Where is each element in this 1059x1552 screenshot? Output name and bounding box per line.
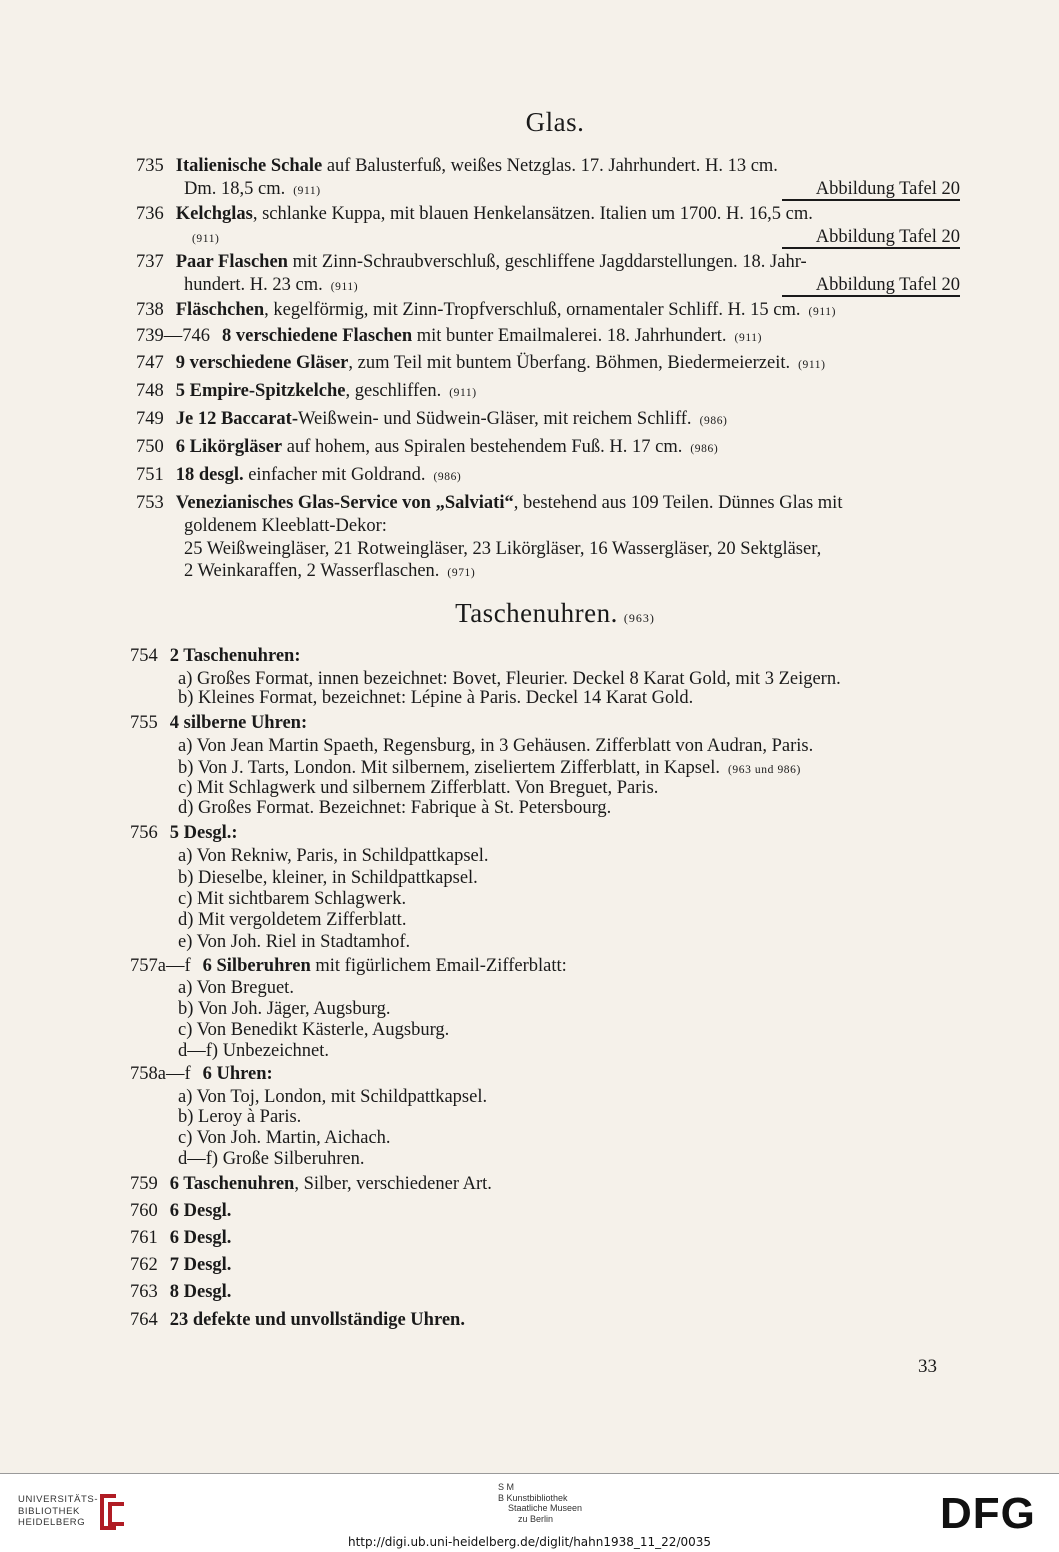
- entry-line: [136, 408, 727, 432]
- lot-description: Weißwein- und Südwein-Gläser, mit reichem Schliff.: [298, 409, 692, 429]
- lot-number: 756: [130, 823, 158, 843]
- entry-line: [184, 560, 475, 584]
- lot-title: 6 Likörgläser: [175, 437, 283, 457]
- lot-title: 8 Desgl.: [169, 1282, 232, 1302]
- entry-line: [178, 977, 294, 999]
- lot-description: d—f) Große Silberuhren.: [178, 1149, 365, 1169]
- lot-number: 748: [136, 381, 164, 401]
- lot-description: b) Kleines Format, bezeichnet: Lépine à Paris. Deckel 14 Karat Gold.: [178, 688, 694, 708]
- entry-line: [130, 1254, 231, 1276]
- lot-number: 737: [136, 252, 164, 272]
- lot-description: , zum Teil mit buntem Überfang. Böhmen, Biedermeierzeit.: [348, 353, 791, 373]
- lot-description: mit Zinn-Schraubverschluß, geschliffene Jagddarstellungen. 18. Jahr-: [287, 252, 807, 272]
- plate-reference: Abbildung Tafel 20: [815, 227, 960, 247]
- entry-line: [184, 226, 219, 250]
- lot-number: 754: [130, 646, 158, 666]
- entry-line: [130, 712, 307, 734]
- lot-description: a) Großes Format, innen bezeichnet: Bovet, Fleurier. Deckel 8 Karat Gold, mit 3 Zeigern.: [178, 669, 841, 689]
- lot-number: 735: [136, 156, 164, 176]
- lot-number: 757a—f: [130, 956, 191, 976]
- lot-title: 9 verschiedene Gläser: [175, 353, 349, 373]
- plate-underline: [782, 199, 960, 201]
- lot-description: Dm. 18,5 cm.: [184, 179, 286, 199]
- lot-description: d) Großes Format. Bezeichnet: Fabrique à St. Petersbourg.: [178, 798, 612, 818]
- lot-description: , kegelförmig, mit Zinn-Tropfverschluß, ornamentaler Schliff. H. 15 cm.: [264, 300, 801, 320]
- entry-line: [136, 203, 813, 225]
- lot-title: 5 Desgl.:: [169, 823, 238, 843]
- entry-line: [184, 178, 321, 202]
- provenance-ref: (911): [798, 359, 826, 371]
- entry-line: [178, 867, 478, 889]
- entry-line: [184, 274, 358, 298]
- provenance-ref: (986): [699, 415, 728, 427]
- lot-description: b) Von J. Tarts, London. Mit silbernem, ziseliertem Zifferblatt, in Kapsel.: [178, 758, 720, 778]
- entry-line: [178, 687, 693, 709]
- lot-description: hundert. H. 23 cm.: [184, 275, 323, 295]
- lot-number: 755: [130, 713, 158, 733]
- entry-line: [130, 1281, 231, 1303]
- lot-description: , Silber, verschiedener Art.: [294, 1174, 492, 1194]
- lot-title: 2 Taschenuhren:: [169, 646, 301, 666]
- plate-reference: Abbildung Tafel 20: [815, 275, 960, 295]
- lot-title: Paar Flaschen: [175, 252, 288, 272]
- heading-glas: Glas.: [525, 107, 585, 137]
- lot-description: , bestehend aus 109 Teilen. Dünnes Glas mit: [513, 493, 843, 513]
- entry-line: [178, 1106, 301, 1128]
- lot-title: 7 Desgl.: [169, 1255, 232, 1275]
- provenance-ref: (986): [690, 443, 719, 455]
- provenance-ref: (911): [808, 306, 837, 318]
- plate-reference: Abbildung Tafel 20: [815, 179, 960, 199]
- entry-line: [130, 1309, 465, 1331]
- lot-description: a) Von Rekniw, Paris, in Schildpattkapsel.: [178, 846, 489, 866]
- lot-number: 736: [136, 204, 164, 224]
- lot-title: 18 desgl.: [175, 465, 244, 485]
- lot-description: auf hohem, aus Spiralen bestehendem Fuß. H. 17 cm.: [282, 437, 683, 457]
- lot-number: 751: [136, 465, 164, 485]
- provenance-ref: (963 und 986): [727, 764, 801, 776]
- smb-line: zu Berlin: [518, 1513, 554, 1524]
- lot-title: 23 defekte und unvollständige Uhren.: [169, 1310, 465, 1330]
- lot-title: 5 Empire-Spitzkelche: [175, 381, 346, 401]
- lot-description: 25 Weißweingläser, 21 Rotweingläser, 23 Likörgläser, 16 Wassergläser, 20 Sektgläser,: [184, 539, 822, 559]
- lot-description: , geschliffen.: [345, 381, 442, 401]
- lot-title: 8 verschiedene Flaschen: [222, 326, 413, 346]
- lot-number: 758a—f: [130, 1064, 191, 1084]
- plate-underline: [782, 247, 960, 249]
- lot-description: 2 Weinkaraffen, 2 Wasserflaschen.: [184, 561, 440, 581]
- lot-number: 753: [136, 493, 164, 513]
- lot-description: c) Mit Schlagwerk und silbernem Zifferblatt. Von Breguet, Paris.: [178, 778, 659, 798]
- lot-description: e) Von Joh. Riel in Stadtamhof.: [178, 932, 411, 952]
- lot-description: c) Von Joh. Martin, Aichach.: [178, 1128, 391, 1148]
- entry-line: [178, 888, 406, 910]
- provenance-ref: (911): [192, 233, 220, 245]
- lot-description: einfacher mit Goldrand.: [243, 465, 426, 485]
- lot-title: 4 silberne Uhren:: [169, 713, 308, 733]
- entry-line: [178, 1127, 391, 1149]
- lot-title: Kelchglas: [175, 204, 253, 224]
- smb-line: Staatliche Museen: [508, 1503, 583, 1513]
- heading-taschenuhren-ref: (963): [623, 611, 655, 625]
- lot-description: a) Von Breguet.: [178, 978, 294, 998]
- lot-title: Fläschchen: [175, 300, 265, 320]
- entry-line: [130, 1200, 231, 1222]
- lot-title: Italienische Schale: [175, 156, 323, 176]
- lot-number: 764: [130, 1310, 158, 1330]
- lot-number: 749: [136, 409, 164, 429]
- entry-line: [178, 909, 406, 931]
- lot-description: b) Leroy à Paris.: [178, 1107, 302, 1127]
- lot-number: 747: [136, 353, 164, 373]
- lot-title: 6 Uhren:: [202, 1064, 273, 1084]
- provenance-ref: (986): [433, 471, 462, 483]
- lot-description: d) Mit vergoldetem Zifferblatt.: [178, 910, 407, 930]
- lot-description: , schlanke Kuppa, mit blauen Henkelansätzen. Italien um 1700. H. 16,5 cm.: [252, 204, 813, 224]
- entry-line: [178, 845, 489, 867]
- entry-line: [178, 777, 658, 799]
- lot-title: 6 Desgl.: [169, 1228, 232, 1248]
- lot-description: b) Dieselbe, kleiner, in Schildpattkapsel.: [178, 868, 478, 888]
- uni-line: HEIDELBERG: [18, 1517, 86, 1528]
- lot-title: 6 Taschenuhren: [169, 1174, 295, 1194]
- lot-description: d—f) Unbezeichnet.: [178, 1041, 330, 1061]
- entry-line: [178, 1040, 329, 1062]
- lot-description: goldenem Kleeblatt-Dekor:: [184, 516, 387, 536]
- smb-line: S M: [498, 1482, 515, 1492]
- heading-taschenuhren-title: Taschenuhren.: [455, 598, 618, 628]
- entry-line: [136, 492, 842, 514]
- lot-number: 739—746: [136, 326, 210, 346]
- entry-line: [178, 797, 611, 819]
- lot-number: 762: [130, 1255, 158, 1275]
- entry-line: [184, 515, 387, 537]
- lot-number: 738: [136, 300, 164, 320]
- permalink-url[interactable]: http://digi.ub.uni-heidelberg.de/diglit/hahn1938_11_22/0035: [347, 1535, 712, 1549]
- lot-description: auf Balusterfuß, weißes Netzglas. 17. Jahrhundert. H. 13 cm.: [322, 156, 778, 176]
- entry-line: [130, 1173, 492, 1195]
- lot-number: 763: [130, 1282, 158, 1302]
- entry-line: [136, 380, 477, 404]
- entry-line: [178, 998, 391, 1020]
- lot-description: mit figürlichem Email-Zifferblatt:: [310, 956, 567, 976]
- lot-title: 6 Desgl.: [169, 1201, 232, 1221]
- lot-description: b) Von Joh. Jäger, Augsburg.: [178, 999, 391, 1019]
- entry-line: [178, 1148, 365, 1170]
- heading-taschenuhren: [0, 598, 1059, 629]
- lot-description: mit bunter Emailmalerei. 18. Jahrhundert.: [412, 326, 727, 346]
- entry-line: [130, 955, 567, 977]
- uni-line: BIBLIOTHEK: [18, 1505, 80, 1517]
- lot-title: 6 Silberuhren: [202, 956, 311, 976]
- provenance-ref: (971): [447, 567, 476, 579]
- entry-line: [178, 1086, 487, 1108]
- provenance-ref: (911): [293, 185, 321, 197]
- viewer-footer: [0, 1473, 1059, 1552]
- entry-line: [136, 325, 762, 349]
- lot-description: c) Von Benedikt Kästerle, Augsburg.: [178, 1020, 450, 1040]
- entry-line: [178, 1019, 449, 1041]
- entry-line: [136, 464, 461, 488]
- lot-number: 750: [136, 437, 164, 457]
- entry-line: [130, 645, 301, 667]
- smb-line: B Kunstbibliothek: [498, 1492, 568, 1503]
- entry-line: [136, 299, 836, 323]
- provenance-ref: (911): [330, 281, 359, 293]
- lot-title: Je 12 Baccarat-: [175, 409, 299, 429]
- entry-line: [136, 352, 826, 376]
- provenance-ref: (911): [449, 387, 477, 399]
- university-library-logo-icon: [94, 1490, 128, 1534]
- lot-number: 761: [130, 1228, 158, 1248]
- entry-line: [130, 822, 238, 844]
- entry-line: [130, 1063, 273, 1085]
- entry-line: [178, 735, 813, 757]
- lot-description: a) Von Jean Martin Spaeth, Regensburg, in 3 Gehäusen. Zifferblatt von Audran, Paris.: [178, 736, 814, 756]
- entry-line: [136, 155, 778, 177]
- uni-line: UNIVERSITÄTS-: [18, 1494, 99, 1505]
- provenance-ref: (911): [734, 332, 763, 344]
- entry-line: [136, 436, 718, 460]
- entry-line: [184, 538, 821, 560]
- lot-number: 759: [130, 1174, 158, 1194]
- entry-line: [136, 251, 807, 273]
- lot-description: c) Mit sichtbarem Schlagwerk.: [178, 889, 407, 909]
- dfg-logo: DFG: [940, 1489, 1036, 1538]
- entry-line: [178, 931, 410, 953]
- lot-description: a) Von Toj, London, mit Schildpattkapsel.: [178, 1087, 488, 1107]
- entry-line: [130, 1227, 231, 1249]
- university-library-label: [18, 1494, 98, 1529]
- page-number: 33: [918, 1356, 937, 1377]
- lot-number: 760: [130, 1201, 158, 1221]
- lot-title: Venezianisches Glas-Service von „Salviati“: [175, 493, 514, 513]
- smb-kunstbibliothek-label: [498, 1482, 582, 1524]
- plate-underline: [782, 295, 960, 297]
